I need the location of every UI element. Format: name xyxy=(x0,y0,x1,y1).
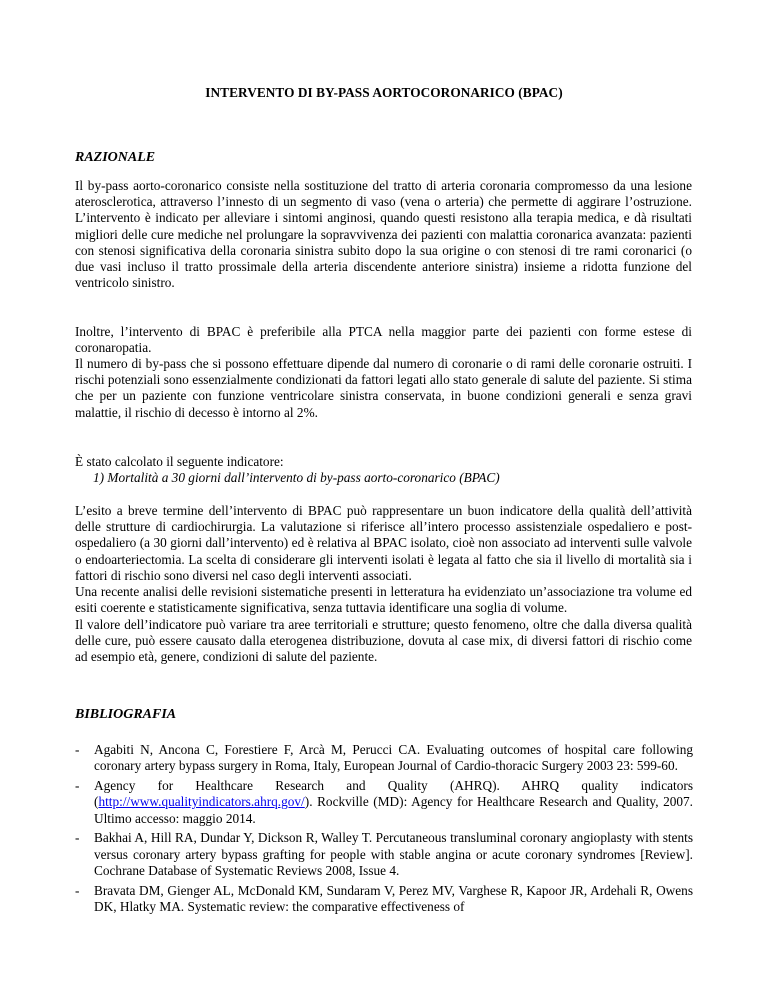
list-dash: - xyxy=(75,742,80,757)
bibliography-text-before-link: Agency for Healthcare Research and Quality (AHRQ). AHRQ quality indicators ( xyxy=(94,778,693,810)
document-title: INTERVENTO DI BY-PASS AORTOCORONARICO (BPAC) xyxy=(205,85,563,100)
bibliography-entry xyxy=(75,778,693,827)
section-heading-razionale: RAZIONALE xyxy=(75,150,156,165)
bibliography-text: Bakhai A, Hill RA, Dundar Y, Dickson R, Walley T. Percutaneous transluminal coronary angioplasty with stents versus coronary artery bypass grafting for people with stable angina or acute coronary syndromes [Review]. Cochrane Database of Systematic Reviews 2008, Issue 4. xyxy=(94,830,693,878)
bibliography-entry xyxy=(75,883,693,915)
ahrq-link[interactable]: http://www.qualityindicators.ahrq.gov/ xyxy=(98,794,305,810)
list-dash: - xyxy=(75,778,80,794)
bibliography-text: Agabiti N, Ancona C, Forestiere F, Arcà M, Perucci CA. Evaluating outcomes of hospital care following coronary artery bypass surgery in Roma, Italy, European Journal of Cardio-thoracic Surgery 2003 23: 599-60. xyxy=(94,742,693,774)
bibliography-entry xyxy=(75,742,693,774)
paragraph-ptca: Inoltre, l’intervento di BPAC è preferibile alla PTCA nella maggior parte dei pazienti con forme estese di coronaropatia. xyxy=(75,324,692,356)
bibliography-list xyxy=(75,742,693,919)
paragraph-risks: Il numero di by-pass che si possono effettuare dipende dal numero di coronarie o di rami delle coronarie ostruiti. I rischi potenziali sono essenzialmente condizionati da fattori legati allo stato generale di salute del paziente. Si stima che per un paziente con funzione ventricolare sinistra conservata, in buone condizioni generali e senza gravi malattie, il rischio di decesso è intorno al 2%. xyxy=(75,356,692,420)
paragraph-outcome: L’esito a breve termine dell’intervento di BPAC può rappresentare un buon indicatore della qualità dell’attività delle strutture di cardiochirurgia. La valutazione si riferisce all’intero processo assistenziale ospedaliero e post-ospedaliero (a 30 giorni dall’intervento) ed è relativa al BPAC isolato, cioè non associato ad interventi sulle valvole o endoarteriectomia. La scelta di considerare gli interventi isolati è legata al fatto che sia il livello di mortalità sia i fattori di rischio sono diversi nel caso degli interventi associati. xyxy=(75,503,692,583)
list-dash: - xyxy=(75,882,80,898)
bibliography-entry xyxy=(75,830,693,879)
list-dash: - xyxy=(75,830,80,846)
indicator-intro: È stato calcolato il seguente indicatore: xyxy=(75,454,284,469)
bibliography-text: Bravata DM, Gienger AL, McDonald KM, Sundaram V, Perez MV, Varghese R, Kapoor JR, Ardehali R, Owens DK, Hlatky MA. Systematic review: the comparative effectiveness of xyxy=(94,882,693,914)
section-heading-bibliografia: BIBLIOGRAFIA xyxy=(75,707,177,722)
indicator-item: 1) Mortalità a 30 giorni dall’intervento di by-pass aorto-coronarico (BPAC) xyxy=(93,470,500,485)
bibliography-text-after-link: ). Rockville (MD): Agency for Healthcare Research and Quality, 2007. Ultimo accesso: maggio 2014. xyxy=(94,794,693,826)
paragraph-description: Il by-pass aorto-coronarico consiste nella sostituzione del tratto di arteria coronaria compromesso da una lesione aterosclerotica, attraverso l’innesto di un segmento di vaso (vena o arteria) che permette di aggirare l’ostruzione. L’intervento è indicato per alleviare i sintomi anginosi, quando questi resistono alla terapia medica, e dà risultati migliori delle cure mediche nel prolungare la sopravvivenza dei pazienti con malattia coronarica avanzata: pazienti con stenosi significativa della coronaria sinistra subito dopo la sua origine o con stenosi di tre rami coronarici (o due vasi incluso il tratto prossimale della arteria discendente anteriore sinistra) insieme a ridotta funzione del ventricolo sinistro. xyxy=(75,178,692,291)
paragraph-volume: Una recente analisi delle revisioni sistematiche presenti in letteratura ha evidenziato un’associazione tra volume ed esiti coerente e statisticamente significativa, senza tuttavia identificare una soglia di volume. xyxy=(75,584,692,616)
paragraph-variation: Il valore dell’indicatore può variare tra aree territoriali e strutture; questo fenomeno, oltre che dalla diversa qualità delle cure, può essere causato dalla eterogenea distribuzione, dovuta al case mix, di diversi fattori di rischio come ad esempio età, genere, condizioni di salute del paziente. xyxy=(75,617,692,665)
